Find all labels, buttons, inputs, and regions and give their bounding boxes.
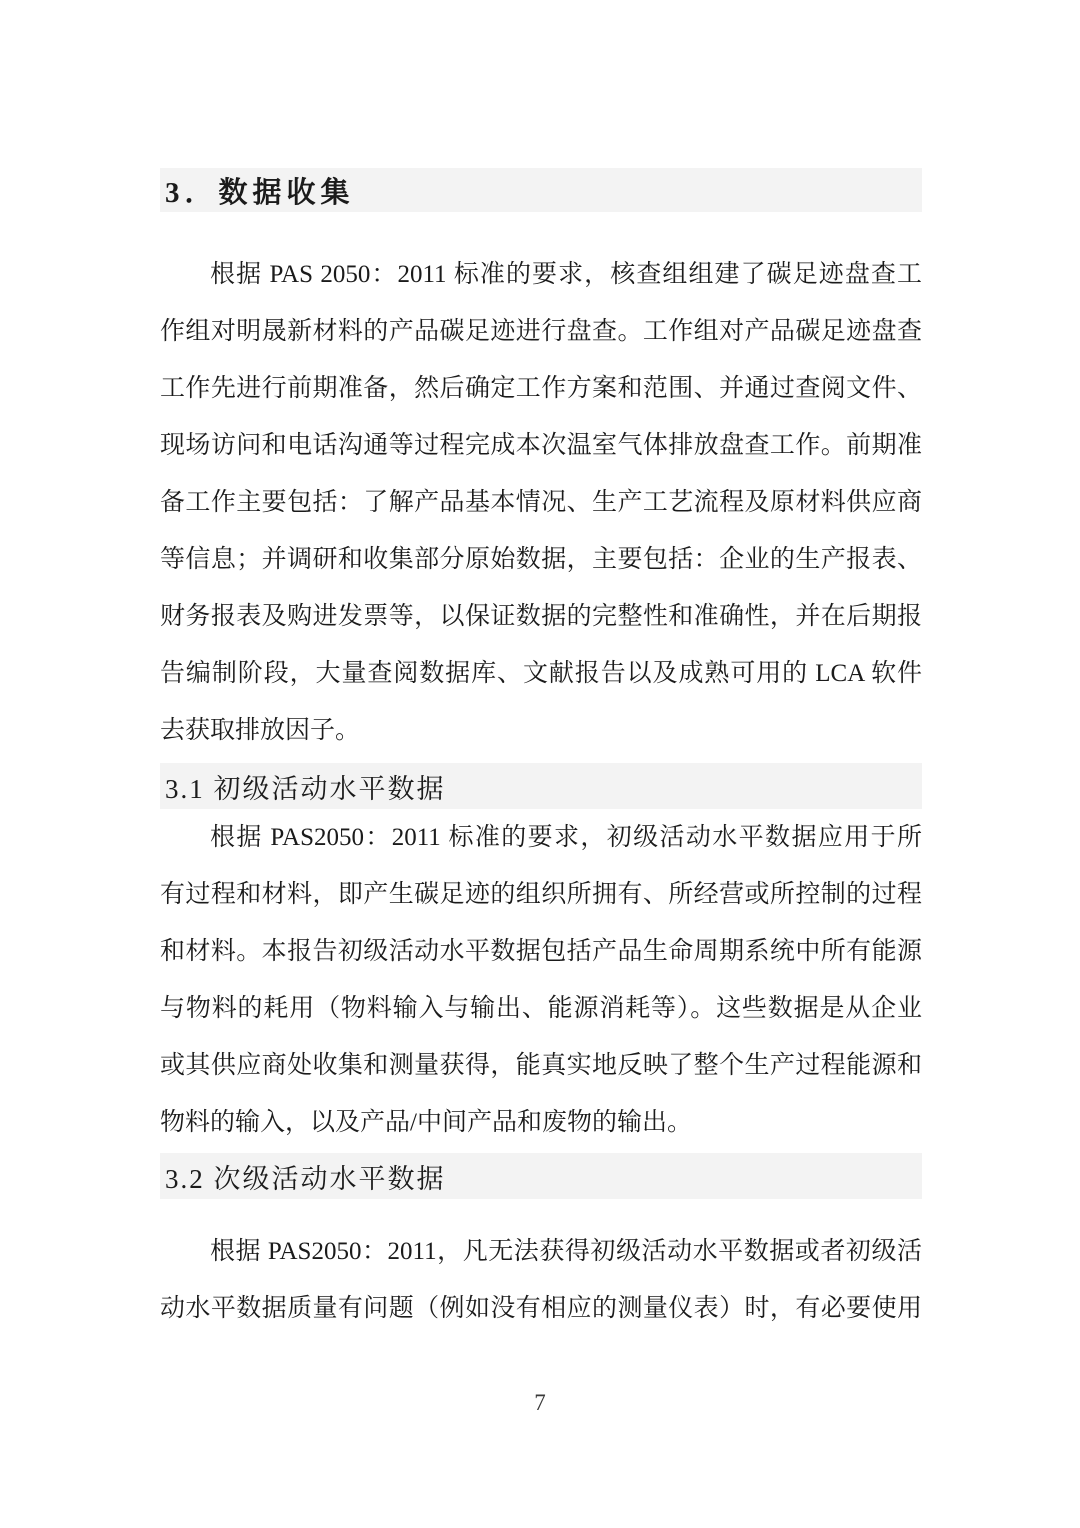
paragraph-data-collection — [160, 246, 922, 759]
section-heading-bar-data-collection — [160, 168, 922, 212]
paragraph-primary-activity-data — [160, 809, 922, 1151]
paragraph-secondary-activity-data — [160, 1223, 922, 1337]
page-number: 7 — [534, 1390, 546, 1415]
section-heading: 3．数据收集 — [165, 176, 355, 209]
section-heading: 3.1 初级活动水平数据 — [165, 773, 446, 804]
section-heading-bar-secondary-activity-data — [160, 1153, 922, 1199]
text-line: 去获取排放因子。 — [160, 717, 361, 744]
text-line: 动水平数据质量有问题（例如没有相应的测量仪表）时，有必要使用 — [160, 1295, 922, 1322]
text-line: 或其供应商处收集和测量获得，能真实地反映了整个生产过程能源和 — [160, 1052, 922, 1079]
text-line: 有过程和材料，即产生碳足迹的组织所拥有、所经营或所控制的过程 — [160, 881, 922, 908]
text-line: 和材料。本报告初级活动水平数据包括产品生命周期系统中所有能源 — [160, 938, 922, 965]
text-line: 财务报表及购进发票等，以保证数据的完整性和准确性，并在后期报 — [160, 603, 922, 630]
section-heading: 3.2 次级活动水平数据 — [165, 1163, 446, 1194]
text-line: 工作先进行前期准备，然后确定工作方案和范围、并通过查阅文件、 — [160, 375, 922, 402]
text-line: 作组对明晟新材料的产品碳足迹进行盘查。工作组对产品碳足迹盘查 — [160, 318, 922, 345]
text-line: 告编制阶段，大量查阅数据库、文献报告以及成熟可用的 LCA 软件 — [160, 660, 922, 687]
text-line: 根据 PAS2050：2011，凡无法获得初级活动水平数据或者初级活 — [210, 1238, 922, 1265]
text-line: 与物料的耗用（物料输入与输出、能源消耗等）。这些数据是从企业 — [160, 995, 922, 1022]
text-line: 根据 PAS2050：2011 标准的要求，初级活动水平数据应用于所 — [210, 824, 922, 851]
text-line: 现场访问和电话沟通等过程完成本次温室气体排放盘查工作。前期准 — [160, 432, 922, 459]
section-heading-bar-primary-activity-data — [160, 763, 922, 809]
text-line: 等信息；并调研和收集部分原始数据，主要包括：企业的生产报表、 — [160, 546, 922, 573]
page-content — [160, 0, 922, 1337]
text-line: 备工作主要包括：了解产品基本情况、生产工艺流程及原材料供应商 — [160, 489, 922, 516]
text-line: 根据 PAS 2050：2011 标准的要求，核查组组建了碳足迹盘查工 — [210, 261, 922, 288]
text-line: 物料的输入，以及产品/中间产品和废物的输出。 — [160, 1109, 692, 1136]
